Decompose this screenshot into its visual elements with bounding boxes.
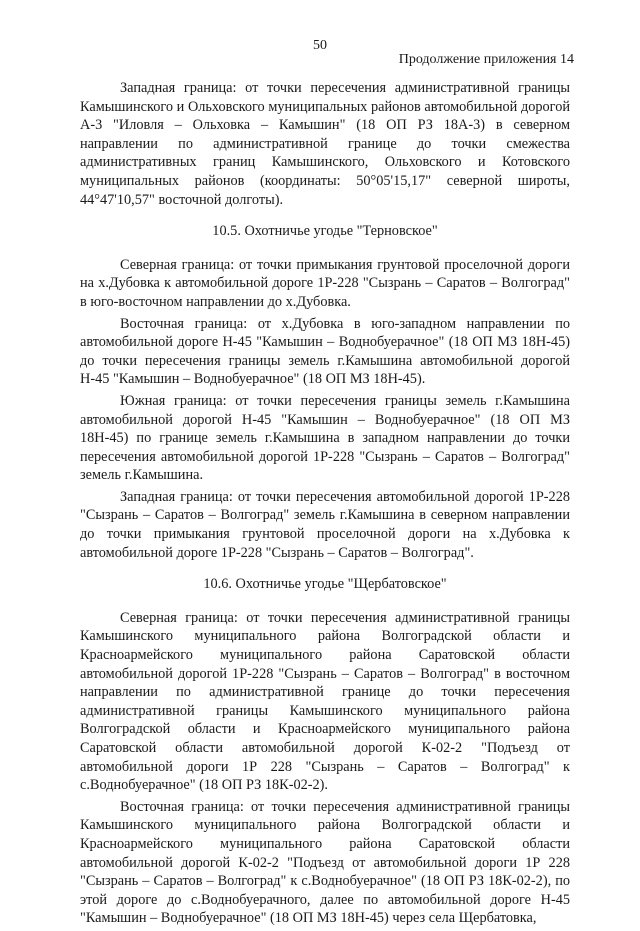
paragraph-ternovskoe-south: Южная граница: от точки пересечения границы земель г.Камышина автомобильной дорогой Н-45 "Камышин – Воднобуерачное" (18 ОП МЗ 18Н-45) по границе земель г.Камышина в западном направлении до точки пересечения автомобильной дорогой 1Р-228 "Сызрань – Саратов – Волгоград" земель г.Камышина. bbox=[80, 392, 570, 484]
paragraph-ternovskoe-west: Западная граница: от точки пересечения автомобильной дорогой 1Р-228 "Сызрань – Саратов – Волгоград" земель г.Камышина в северном направлении до точки примыкания грунтовой проселочной дороги на х.Дубовка к автомобильной дороге 1Р-228 "Сызрань – Саратов – Волгоград". bbox=[80, 488, 570, 561]
paragraph-scherbatovskoe-north: Северная граница: от точки пересечения административной границы Камышинского муниципального района Волгоградской области и Красноармейского муниципального района Саратовской области автомобильной дорогой 1Р-228 "Сызрань – Саратов – Волгоград" в восточном направлении по административной границе до точки пересечения административной границы Камышинского муниципального района Волгоградской области и Красноармейского муниципального района Саратовской области автомобильной дорогой К-02-2 "Подъезд от автомобильной дороги 1Р 228 "Сызрань – Саратов – Волгоград" к с.Воднобуерачное" (18 ОП РЗ 18К-02-2). bbox=[80, 609, 570, 794]
section-heading-10-6: 10.6. Охотничье угодье "Щербатовское" bbox=[203, 576, 447, 593]
document-body bbox=[80, 79, 570, 931]
paragraph-west-boundary-previous: Западная граница: от точки пересечения административной границы Камышинского и Ольховского муниципальных районов автомобильной дорогой А-3 "Иловля – Ольховка – Камышин" (18 ОП РЗ 18А-3) в северном направлении по административной границе до точки смежества административных границ Камышинского, Ольховского и Котовского муниципальных районов (координаты: 50°05'15,17" северной широты, 44°47'10,57" восточной долготы). bbox=[80, 80, 570, 208]
appendix-continuation-label: Продолжение приложения 14 bbox=[398, 52, 574, 67]
section-heading-10-5: 10.5. Охотничье угодье "Терновское" bbox=[212, 223, 438, 240]
paragraph-ternovskoe-east: Восточная граница: от х.Дубовка в юго-западном направлении по автомобильной дороге Н-45 "Камышин – Воднобуерачное" (18 ОП МЗ 18Н-45) до точки пересечения границы земель г.Камышина автомобильной дорогой Н-45 "Камышин – Воднобуерачное" (18 ОП МЗ 18Н-45). bbox=[80, 315, 570, 388]
paragraph-scherbatovskoe-east: Восточная граница: от точки пересечения административной границы Камышинского муниципального района Волгоградской области и Красноармейского муниципального района Саратовской области автомобильной дорогой К-02-2 "Подъезд от автомобильной дороги 1Р 228 "Сызрань – Саратов – Волгоград" к с.Воднобуерачное" (18 ОП РЗ 18К-02-2), по этой дороге до с.Воднобуерачного, далее по автомобильной дороге Н-45 "Камышин – Воднобуерачное" (18 ОП МЗ 18Н-45) через села Щербатовка, bbox=[80, 798, 570, 927]
page-number: 50 bbox=[313, 38, 327, 53]
paragraph-ternovskoe-north: Северная граница: от точки примыкания грунтовой проселочной дороги на х.Дубовка к автомобильной дороге 1Р-228 "Сызрань – Саратов – Волгоград" в юго-восточном направлении до х.Дубовка. bbox=[80, 256, 570, 310]
